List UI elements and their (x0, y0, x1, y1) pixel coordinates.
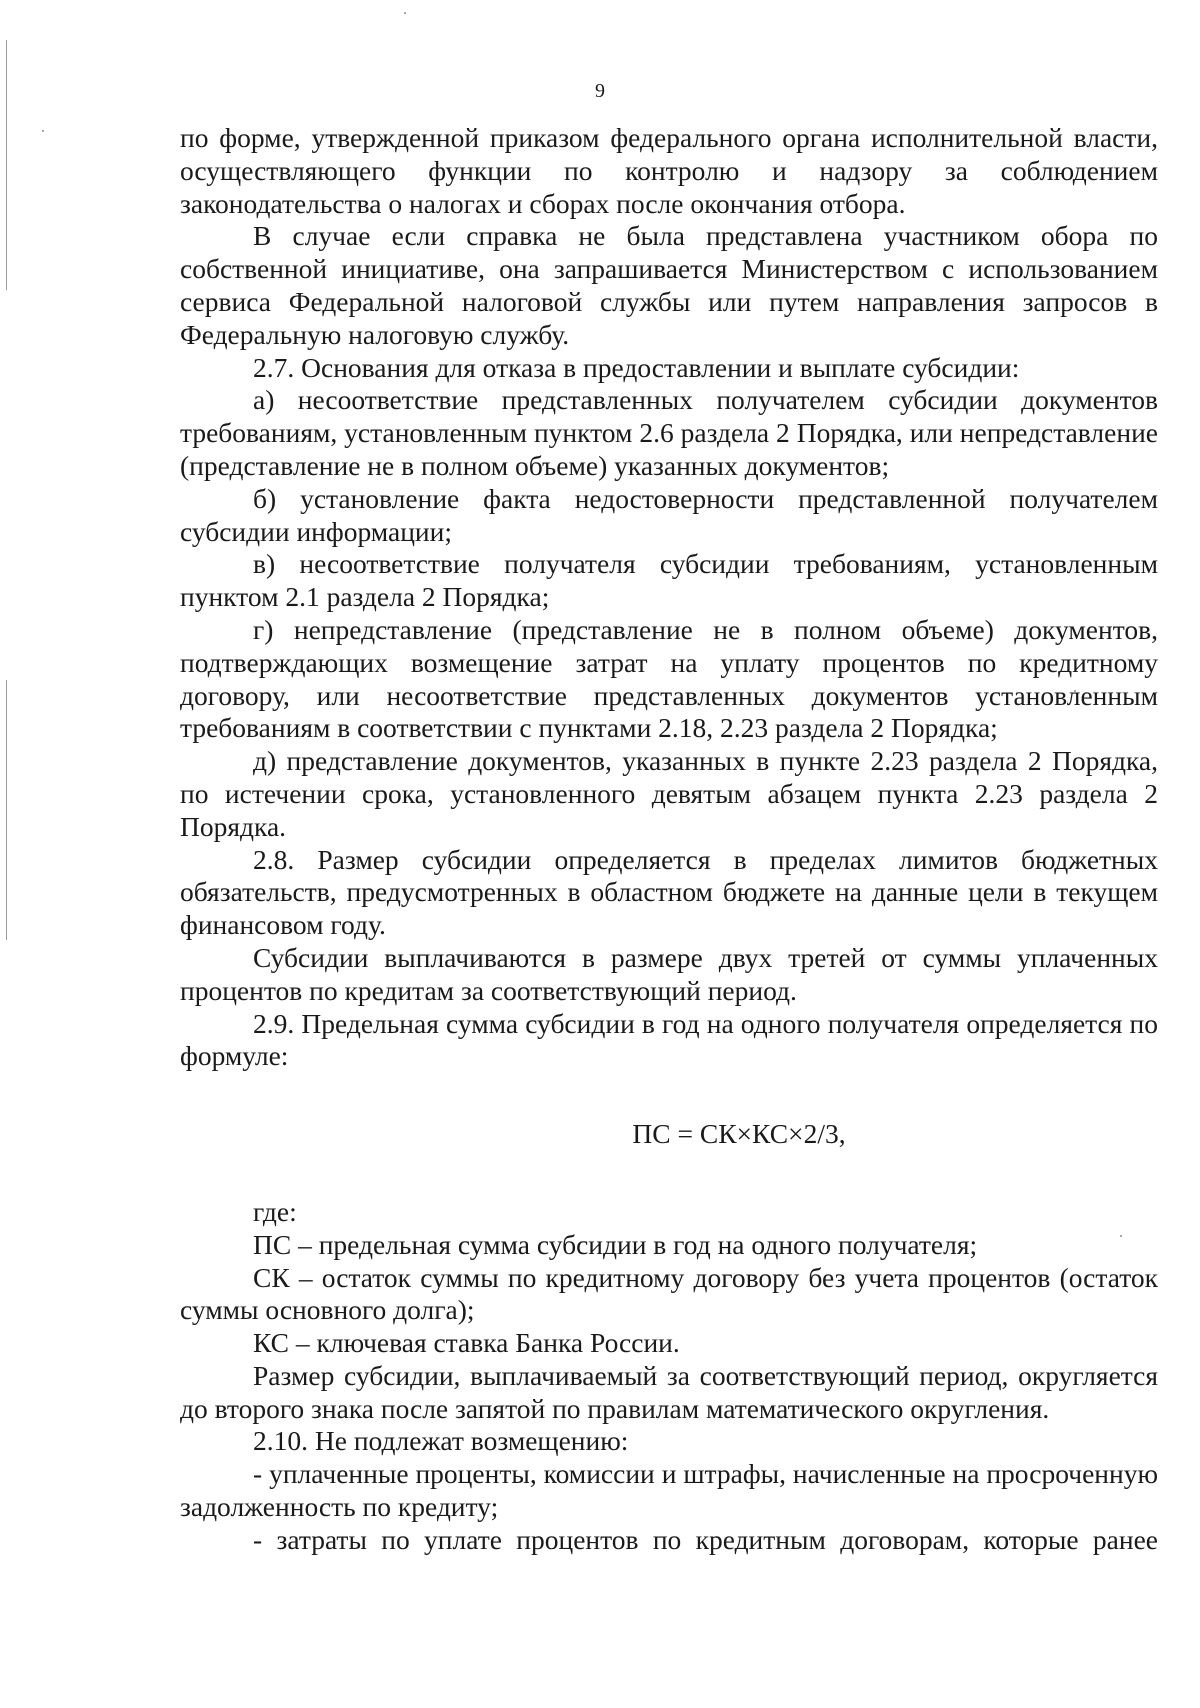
formula: ПС = СК×КС×2/3, (632, 1118, 846, 1150)
paragraph: 2.9. Предельная сумма субсидии в год на одного получателя определяется по формуле: (180, 1007, 1158, 1072)
scan-speck (42, 130, 44, 132)
document-body (180, 122, 1158, 1557)
paragraph: б) установление факта недостоверности представленной получателем субсидии информации; (180, 482, 1158, 547)
scan-edge-mark (6, 40, 7, 290)
paragraph: - затраты по уплате процентов по кредитным договорам, которые ранее (253, 1523, 1158, 1555)
paragraph: В случае если справка не была представлена участником обора по собственной инициативе, она запрашивается Министерством с использованием сервиса Федеральной налоговой службы или путем направления запросов в Федеральную налоговую службу. (180, 220, 1158, 350)
paragraph: 2.7. Основания для отказа в предоставлении и выплате субсидии: (253, 351, 1020, 383)
paragraph: где: (253, 1195, 297, 1227)
paragraph: д) представление документов, указанных в пункте 2.23 раздела 2 Порядка, по истечении срока, установленного девятым абзацем пункта 2.23 раздела 2 Порядка. (180, 745, 1158, 842)
paragraph: СК – остаток суммы по кредитному договору без учета процентов (остаток суммы основного долга); (180, 1261, 1158, 1326)
paragraph: в) несоответствие получателя субсидии требованиям, установленным пунктом 2.1 раздела 2 Порядка; (180, 548, 1158, 613)
page-number: 9 (595, 80, 605, 102)
paragraph: 2.10. Не подлежат возмещению: (253, 1425, 629, 1457)
paragraph: по форме, утвержденной приказом федерального органа исполнительной власти, осуществляющего функции по контролю и надзору за соблюдением законодательства о налогах и сборах после окончания отбора. (180, 122, 1158, 219)
paragraph: КС – ключевая ставка Банка России. (253, 1327, 680, 1359)
paragraph: а) несоответствие представленных получателем субсидии документов требованиям, установленным пунктом 2.6 раздела 2 Порядка, или непредставление (представление не в полном объеме) указанных документов; (180, 384, 1158, 481)
paragraph: ПС – предельная сумма субсидии в год на одного получателя; (253, 1228, 978, 1260)
paragraph: Субсидии выплачиваются в размере двух третей от суммы уплаченных процентов по кредитам за соответствующий период. (180, 941, 1158, 1006)
paragraph: г) непредставление (представление не в полном объеме) документов, подтверждающих возмещение затрат на уплату процентов по кредитному договору, или несоответствие представленных документов установленным требованиям в соответствии с пунктами 2.18, 2.23 раздела 2 Порядка; (180, 613, 1158, 744)
paragraph: - уплаченные проценты, комиссии и штрафы, начисленные на просроченную задолженность по кредиту; (180, 1458, 1158, 1523)
paragraph: 2.8. Размер субсидии определяется в пределах лимитов бюджетных обязательств, предусмотренных в областном бюджете на данные цели в текущем финансовом году. (180, 843, 1158, 941)
scan-edge-mark (6, 680, 7, 940)
scan-speck (404, 12, 406, 14)
paragraph: Размер субсидии, выплачиваемый за соответствующий период, округляется до второго знака после запятой по правилам математического округления. (180, 1359, 1158, 1424)
